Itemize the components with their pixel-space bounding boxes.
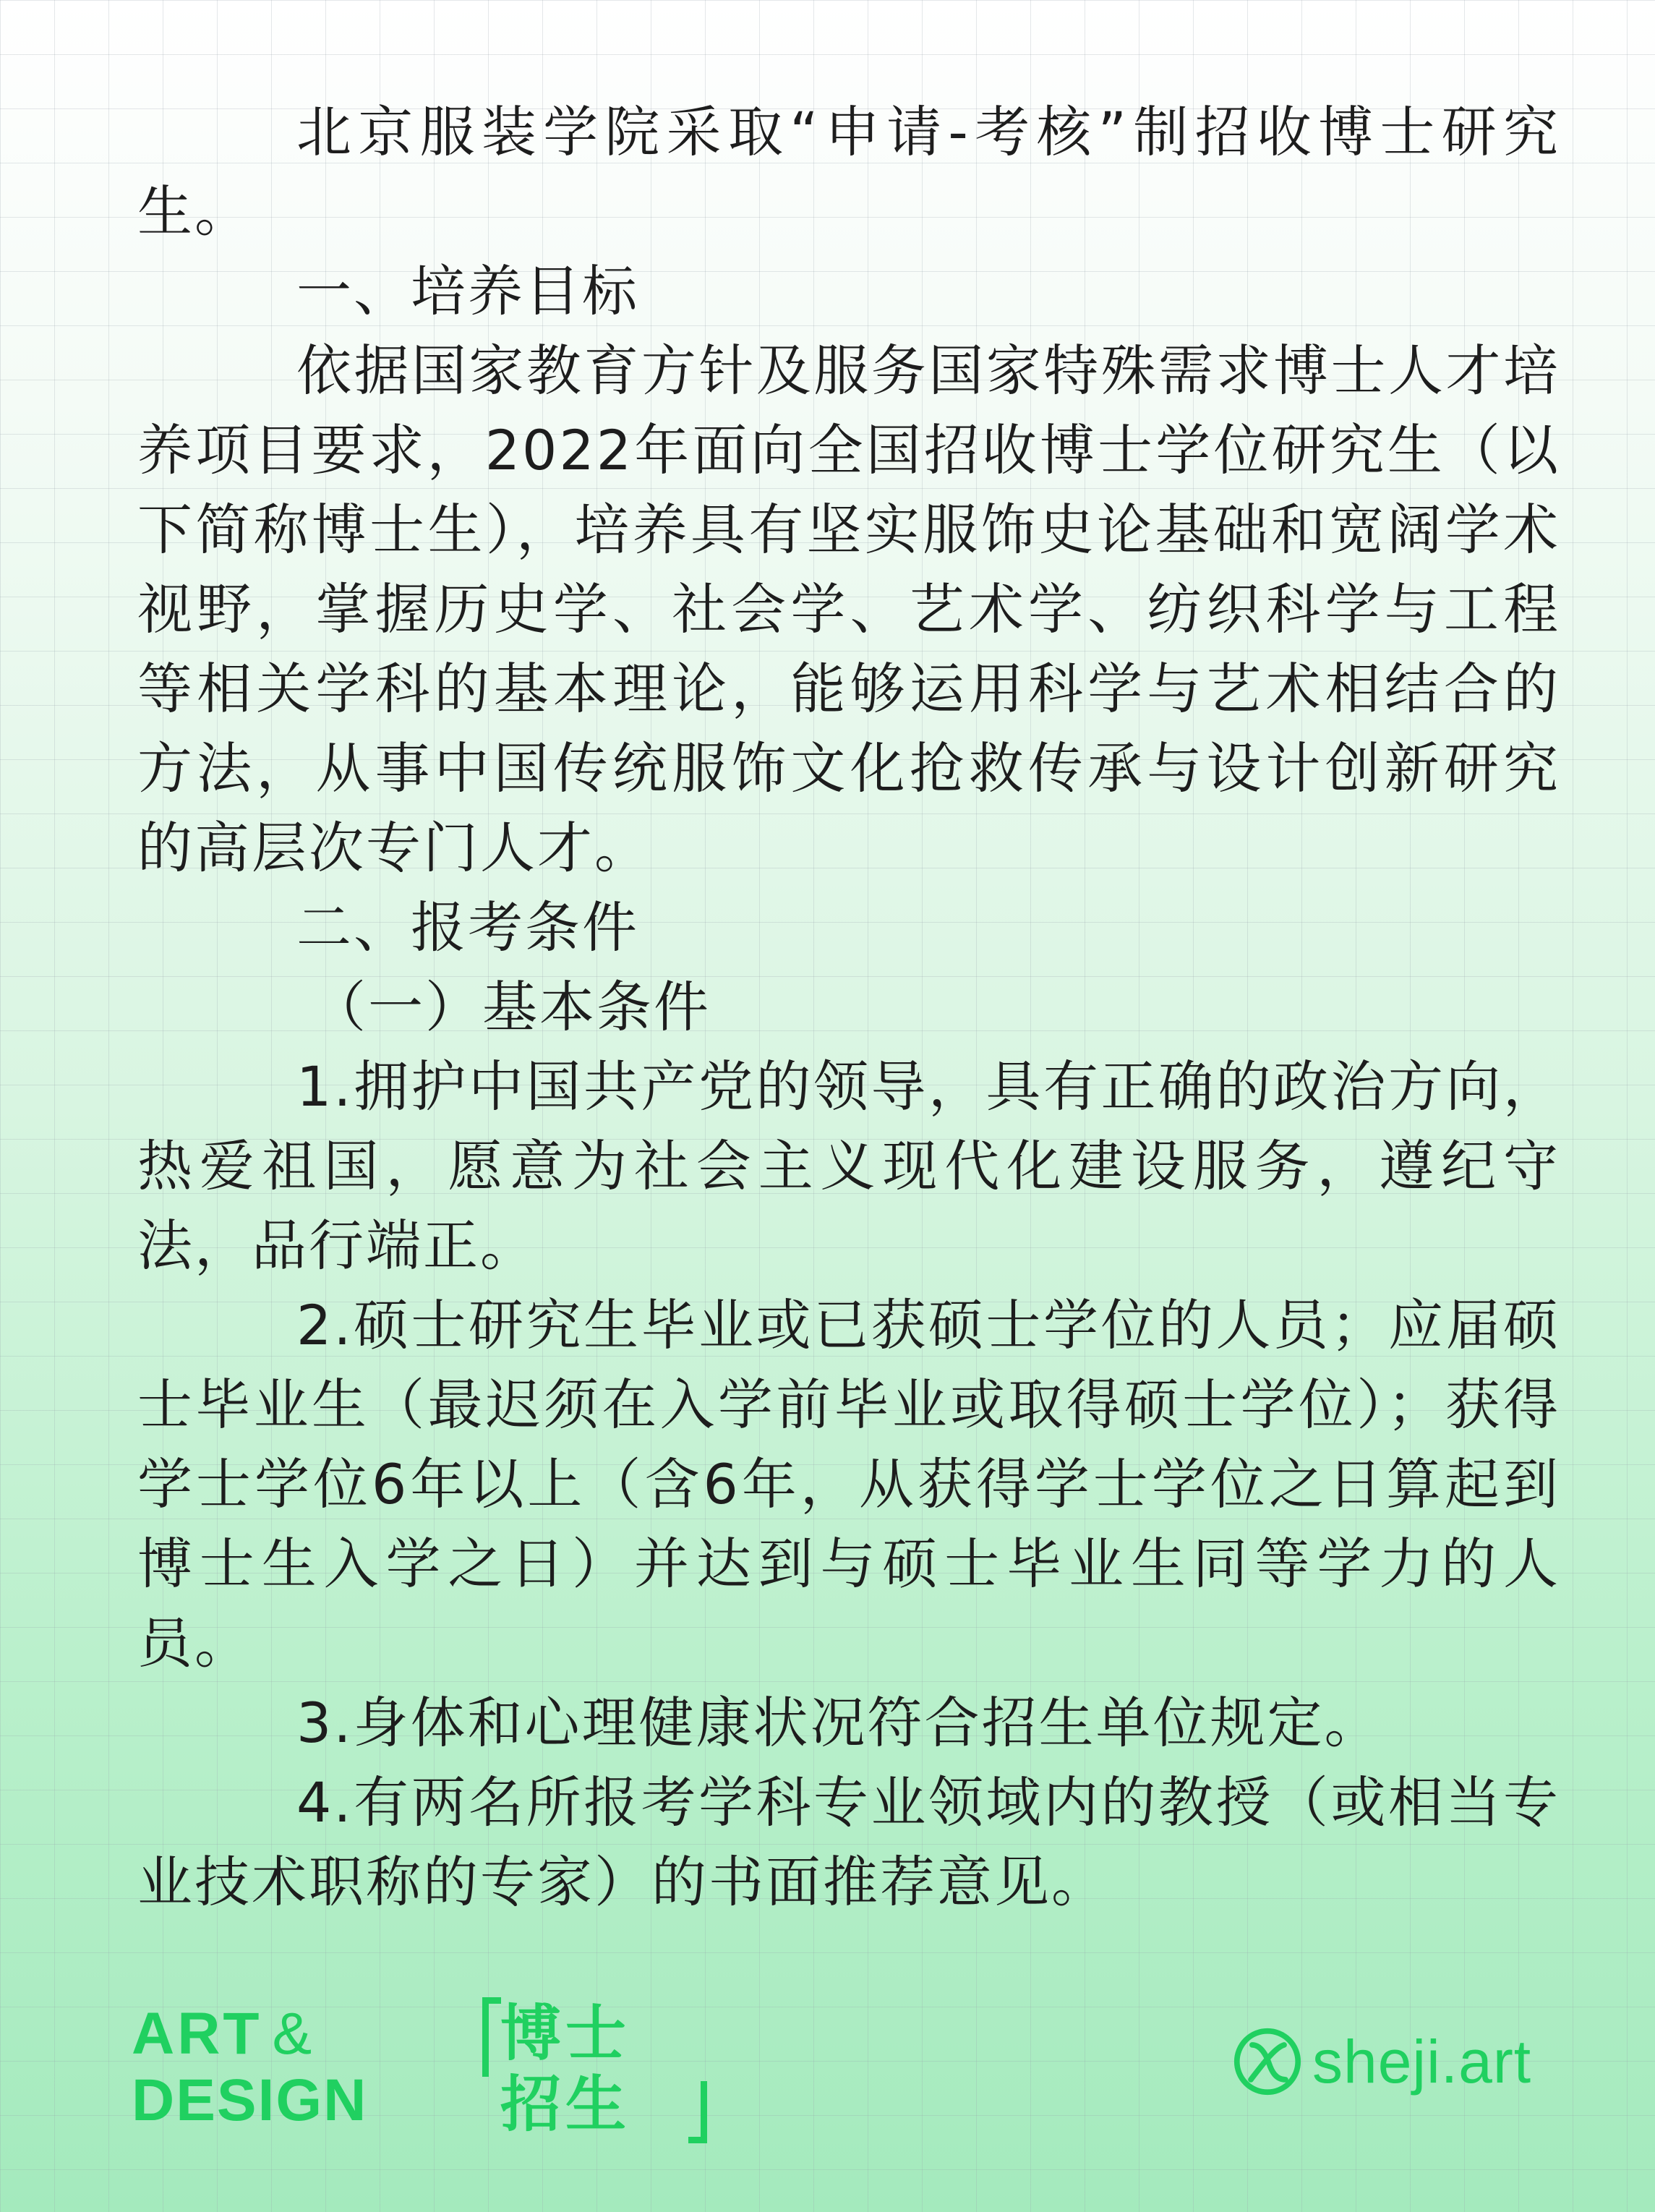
logo-cn-line1: 博士	[500, 1998, 631, 2069]
art-design-logo	[132, 1998, 631, 2140]
section-heading-requirements: 二、报考条件	[296, 895, 639, 960]
subsection-heading-basic-conditions: （一）基本条件	[311, 975, 711, 1039]
training-goal-paragraph: 依据国家教育方针及服务国家特殊需求博士人才培养项目要求，2022年面向全国招收博士学位研究生（以下简称博士生），培养具有坚实服饰史论基础和宽阔学术视野，掌握历史学、社会学、艺术学、纺织科学与工程等相关学科的基本理论，能够运用科学与艺术相结合的方法，从事中国传统服饰文化抢救传承与设计创新研究的高层次专门人才。	[137, 338, 1560, 880]
condition-item-4: 4.有两名所报考学科专业领域内的教授（或相当专业技术职称的专家）的书面推荐意见。	[137, 1770, 1560, 1914]
logo-design-text: DESIGN	[132, 2067, 368, 2133]
logo-art-text: ART	[132, 2001, 262, 2067]
section-heading-training-goal: 一、培养目标	[296, 259, 639, 323]
logo-bracket-open-icon	[482, 1997, 501, 2077]
condition-item-3: 3.身体和心理健康状况符合招生单位规定。	[296, 1691, 1382, 1755]
logo-bracket-close-icon	[688, 2081, 707, 2143]
logo-cn-line2: 招生	[500, 2069, 631, 2140]
brand-text: sheji.art	[1312, 2028, 1532, 2096]
document-body	[137, 93, 1560, 1922]
condition-item-1: 1.拥护中国共产党的领导，具有正确的政治方向，热爱祖国，愿意为社会主义现代化建设服务，遵纪守法，品行端正。	[137, 1054, 1560, 1278]
logo-ampersand: &	[272, 2001, 315, 2067]
intro-paragraph: 北京服装学院采取“申请-考核”制招收博士研究生。	[137, 100, 1560, 244]
sheji-x-logo-icon	[1233, 2027, 1302, 2096]
sheji-brand	[1233, 2022, 1531, 2101]
condition-item-2: 2.硕士研究生毕业或已获硕士学位的人员；应届硕士毕业生（最迟须在入学前毕业或取得硕士学位）；获得学士学位6年以上（含6年，从获得学士学位之日算起到博士生入学之日）并达到与硕士毕业生同等学力的人员。	[137, 1293, 1560, 1675]
